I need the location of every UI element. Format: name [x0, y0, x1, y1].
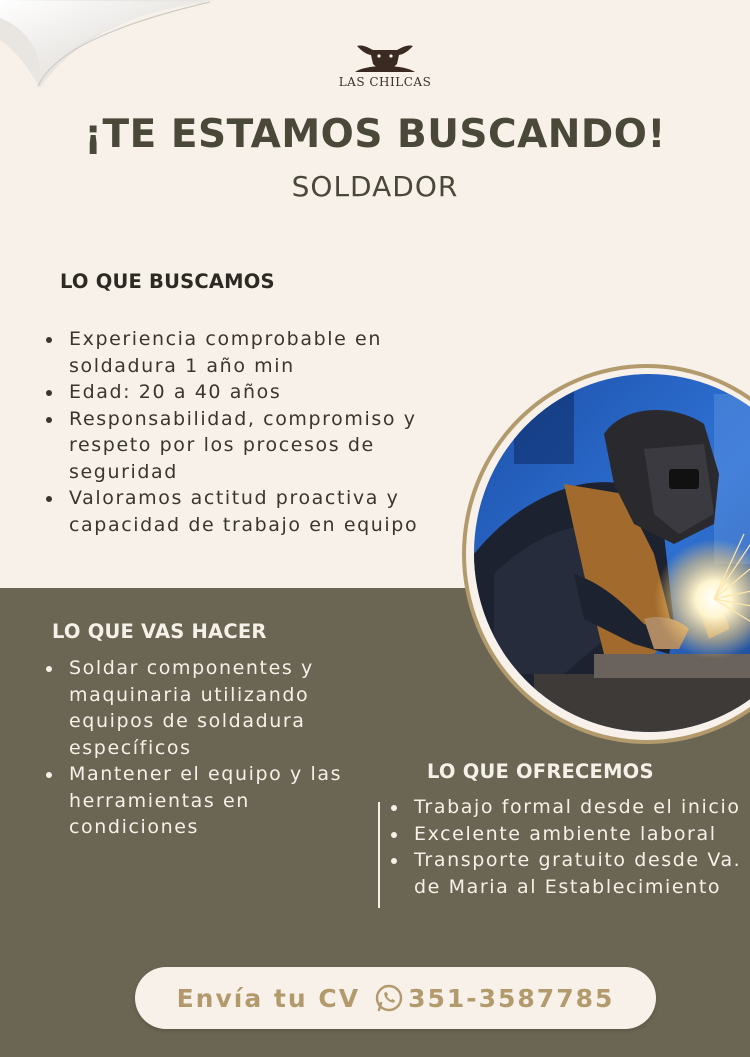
requirements-list — [43, 326, 463, 538]
list-item: Transporte gratuito desde Va. de Maria al Establecimiento — [388, 847, 748, 900]
list-item: Trabajo formal desde el inicio — [388, 794, 748, 821]
section-title-buscamos: LO QUE BUSCAMOS — [60, 270, 275, 293]
cta-label: Envía tu CV — [176, 983, 361, 1013]
list-item: Excelente ambiente laboral — [388, 821, 748, 848]
whatsapp-icon — [374, 983, 404, 1013]
benefits-list — [388, 794, 748, 900]
section-title-ofrecemos: LO QUE OFRECEMOS — [427, 760, 654, 783]
bull-head-icon — [353, 42, 417, 74]
phone-number: 351-3587785 — [408, 983, 615, 1013]
send-cv-button[interactable] — [135, 967, 656, 1029]
headline: ¡TE ESTAMOS BUSCANDO! — [84, 112, 666, 157]
job-position: SOLDADOR — [291, 170, 459, 203]
page-curl-decoration — [0, 0, 215, 90]
section-title-hacer: LO QUE VAS HACER — [52, 620, 267, 643]
list-item: Experiencia comprobable en soldadura 1 año min — [43, 326, 463, 379]
brand-name: LAS CHILCAS — [338, 75, 432, 89]
list-item: Valoramos actitud proactiva y capacidad de trabajo en equipo — [43, 485, 463, 538]
tasks-list — [43, 655, 373, 841]
cta-content — [177, 983, 615, 1013]
list-item: Responsabilidad, compromiso y respeto por los procesos de seguridad — [43, 406, 463, 486]
brand-logo — [330, 42, 440, 94]
list-item: Edad: 20 a 40 años — [43, 379, 463, 406]
vertical-divider — [378, 802, 380, 908]
list-item: Mantener el equipo y las herramientas en condiciones — [43, 761, 373, 841]
list-item: Soldar componentes y maquinaria utilizando equipos de soldadura específicos — [43, 655, 373, 761]
